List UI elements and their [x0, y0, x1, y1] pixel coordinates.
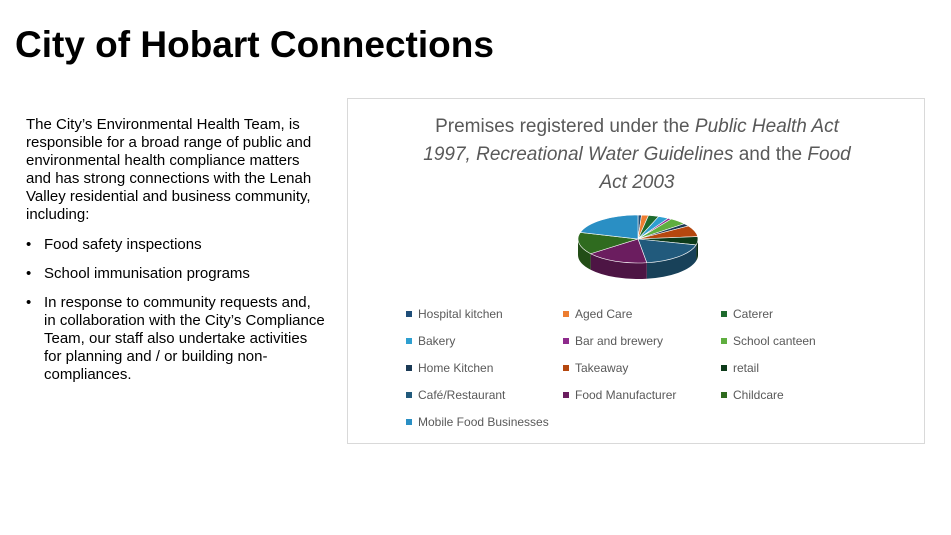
legend-label: Aged Care — [575, 307, 633, 321]
chart-title-part: Act 2003 — [599, 172, 675, 193]
chart-title-part: Premises registered under the — [435, 116, 695, 137]
bullet-dot: • — [26, 265, 32, 282]
legend-label: Mobile Food Businesses — [418, 415, 549, 429]
legend-swatch — [563, 365, 569, 371]
legend-label: School canteen — [733, 334, 816, 348]
chart-title-part: Food — [807, 144, 851, 165]
chart-title — [348, 113, 926, 197]
legend-swatch — [406, 365, 412, 371]
legend-item — [563, 388, 676, 402]
bullet-item — [26, 265, 326, 283]
legend-label: Caterer — [733, 307, 774, 321]
legend-swatch — [406, 419, 412, 425]
slide-title: City of Hobart Connections — [15, 24, 494, 65]
legend-item — [406, 415, 549, 429]
legend-label: Childcare — [733, 388, 784, 402]
legend-item — [721, 307, 773, 321]
legend-swatch — [406, 338, 412, 344]
legend-item — [721, 361, 759, 375]
legend-swatch — [406, 392, 412, 398]
legend-item — [563, 307, 632, 321]
bullet-item — [26, 236, 326, 254]
legend-item — [721, 334, 816, 348]
legend-label: Food Manufacturer — [575, 388, 677, 402]
bullet-dot: • — [26, 236, 32, 253]
legend-swatch — [721, 365, 727, 371]
legend-label: Home Kitchen — [418, 361, 494, 375]
legend-swatch — [563, 311, 569, 317]
legend-swatch — [721, 338, 727, 344]
legend-swatch — [721, 311, 727, 317]
legend-item — [563, 334, 663, 348]
legend-item — [406, 307, 503, 321]
legend-item — [406, 334, 455, 348]
bullet-dot: • — [26, 294, 32, 311]
legend-item — [406, 361, 493, 375]
intro-paragraph: The City’s Environmental Health Team, is responsible for a broad range of public and environmental health compliance matters and has strong connections with the Lenah Valley residential and business community, including: — [26, 116, 312, 223]
chart-title-part: Public Health Act — [694, 116, 839, 137]
legend-label: Bakery — [418, 334, 456, 348]
legend-swatch — [721, 392, 727, 398]
legend-swatch — [563, 392, 569, 398]
body-text — [26, 116, 326, 395]
pie-chart — [568, 207, 708, 297]
legend-label: Bar and brewery — [575, 334, 664, 348]
legend-item — [721, 388, 784, 402]
legend-label: Café/Restaurant — [418, 388, 506, 402]
chart-container — [347, 98, 925, 444]
bullet-text: In response to community requests and, in collaboration with the City’s Compliance Team, our staff also undertake activities for planning and / or building non-compliances. — [44, 294, 325, 383]
legend-item — [563, 361, 628, 375]
legend-label: retail — [733, 361, 760, 375]
legend-label: Hospital kitchen — [418, 307, 503, 321]
legend-item — [406, 388, 505, 402]
bullet-text: Food safety inspections — [44, 236, 202, 253]
legend-swatch — [406, 311, 412, 317]
bullet-list — [26, 236, 326, 384]
chart-title-part: 1997, Recreational Water Guidelines — [423, 144, 734, 165]
legend-label: Takeaway — [575, 361, 629, 375]
legend-swatch — [563, 338, 569, 344]
chart-title-part: and the — [733, 144, 808, 165]
bullet-item — [26, 294, 326, 384]
bullet-text: School immunisation programs — [44, 265, 250, 282]
